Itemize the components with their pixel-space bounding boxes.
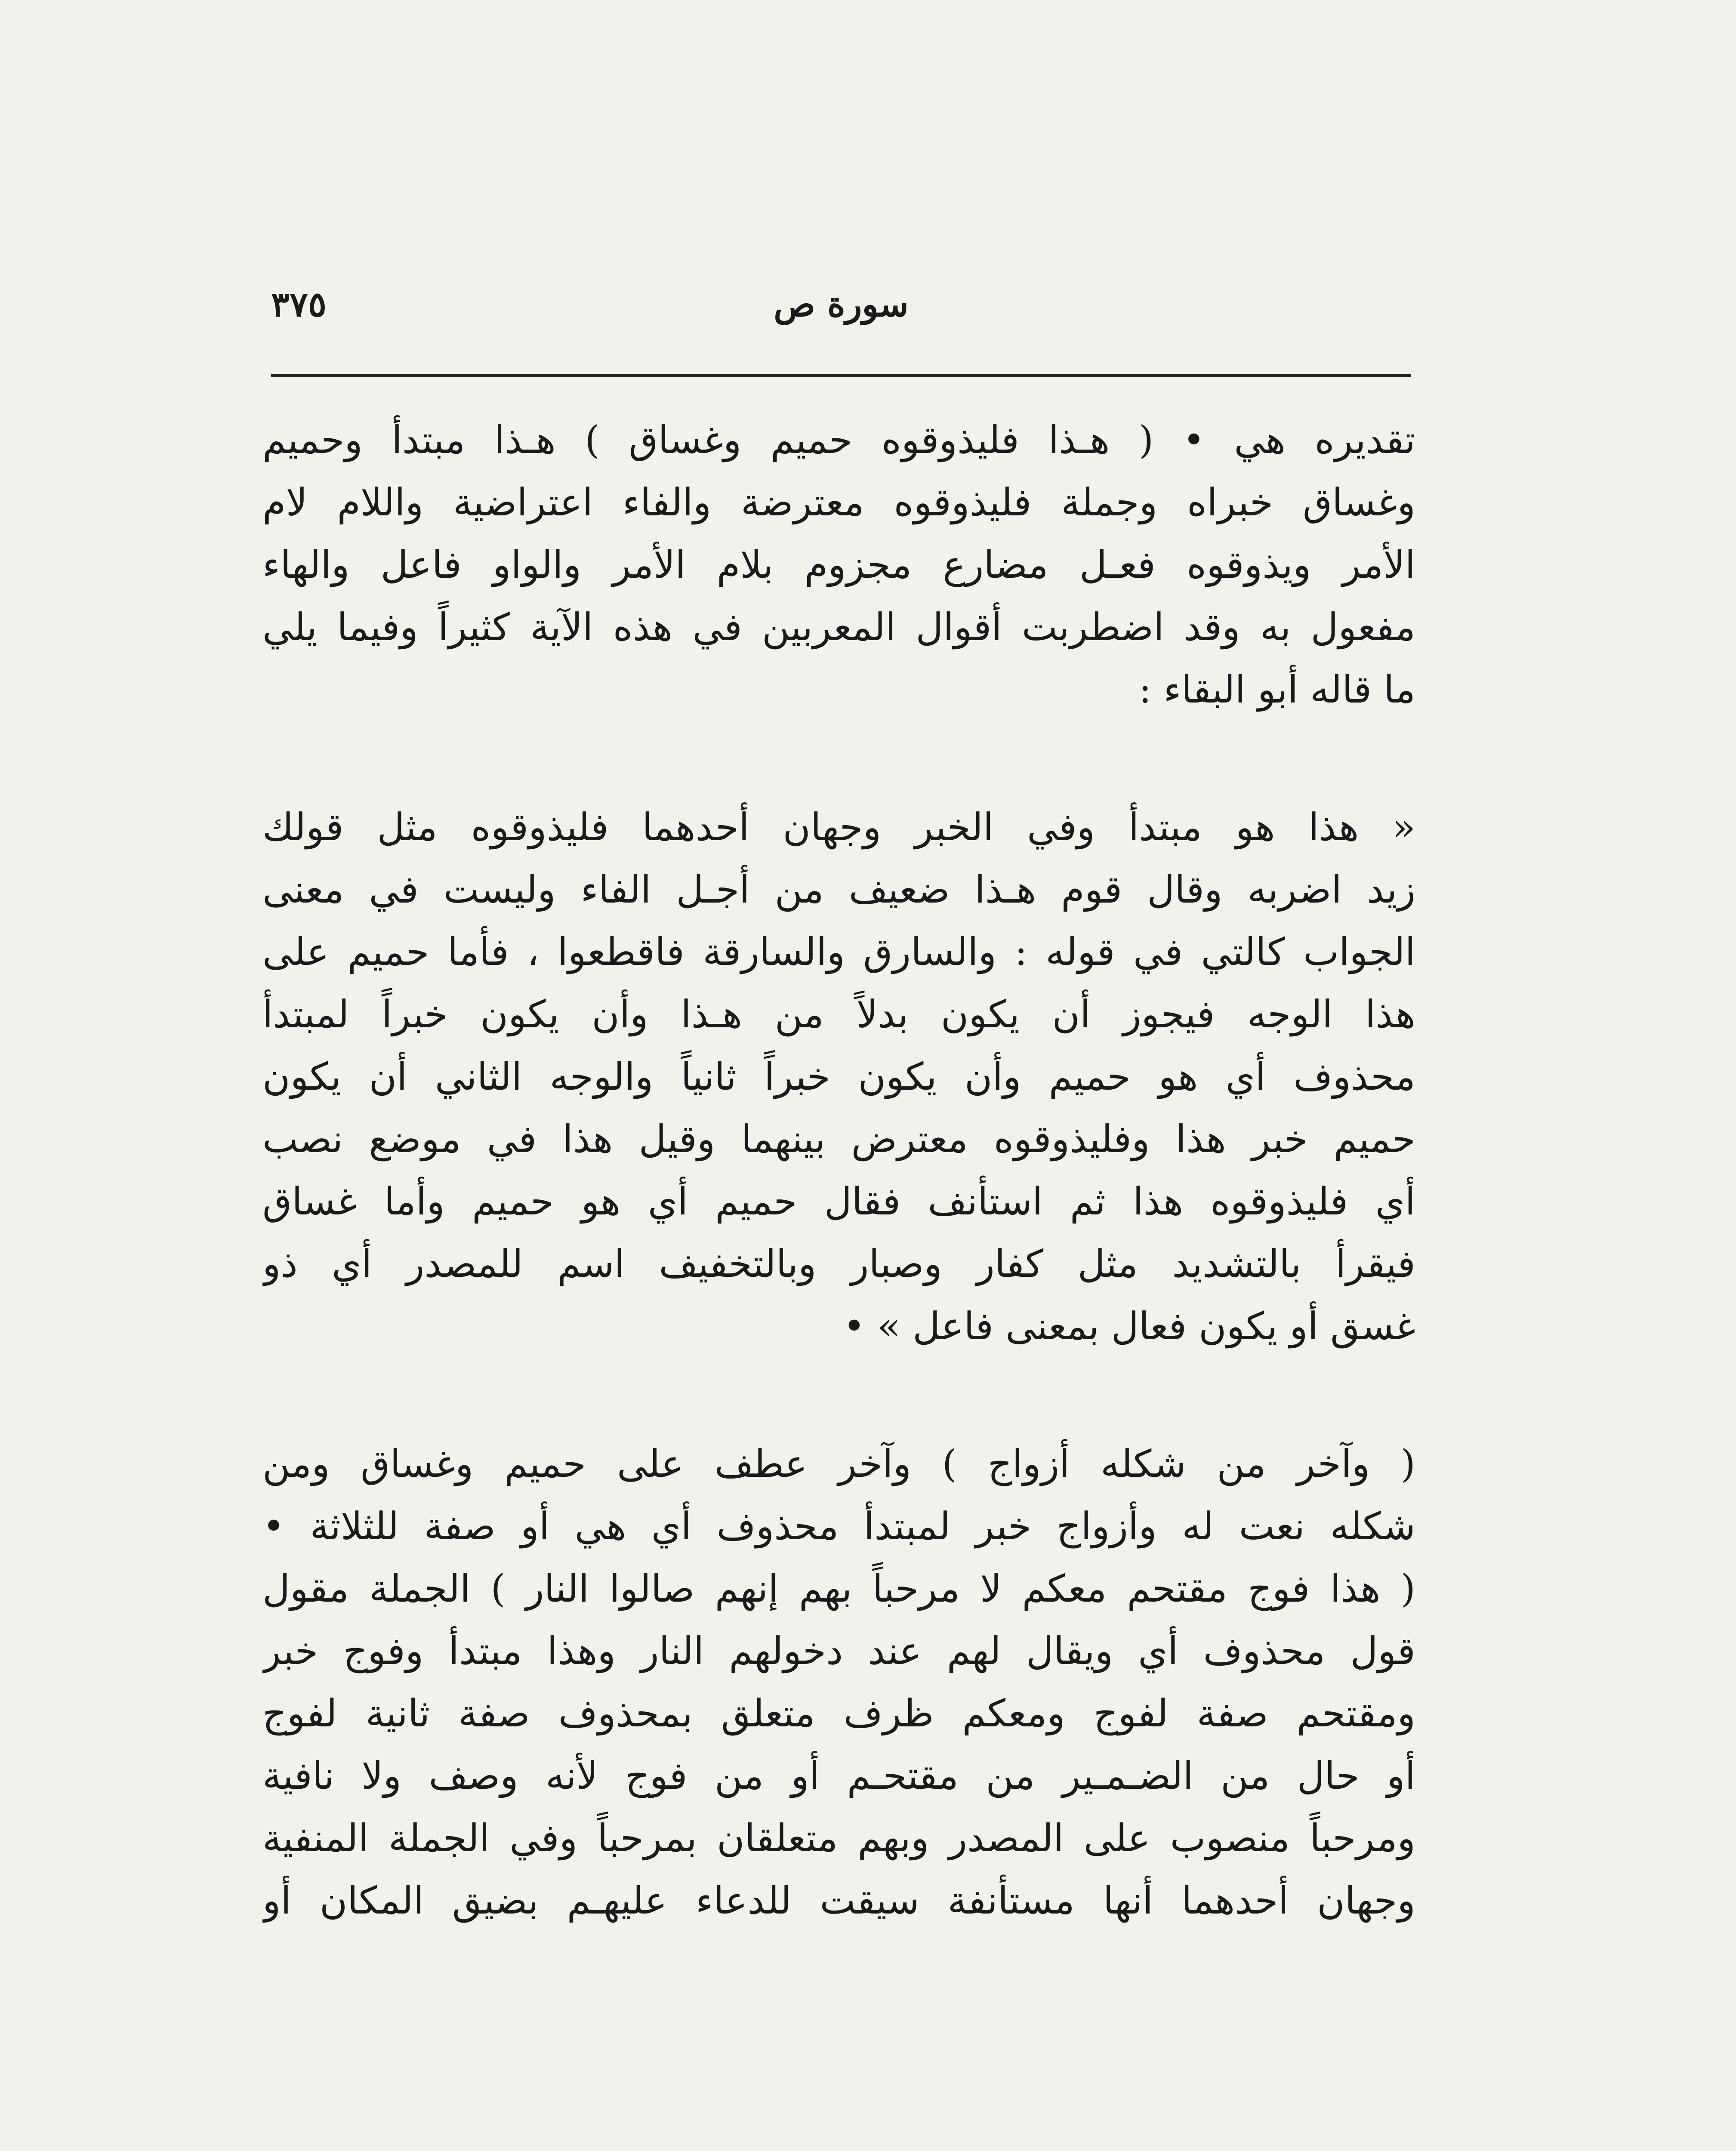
page-body [262, 409, 1415, 2007]
text-line: غسق أو يكون فعال بمعنى فاعل » • [843, 1304, 1415, 1348]
page-number: ٣٧٥ [271, 284, 327, 324]
header-rule [271, 374, 1411, 377]
paragraph [262, 796, 1415, 1357]
page-header [271, 284, 1411, 344]
text-line: وجهان أحدهما أنها مستأنفة سيقت للدعاء عليهـم بضيق المكان أو [262, 1878, 1415, 1923]
surah-title: سورة ص [774, 284, 909, 324]
text-line: مفعول به وقد اضطربت أقوال المعربين في هذه الآية كثيراً وفيما يلي [262, 605, 1415, 649]
text-line: أي فليذوقوه هذا ثم استأنف فقال حميم أي هو حميم وأما غساق [262, 1179, 1415, 1223]
text-line: ما قاله أبو البقاء : [1138, 667, 1415, 712]
text-line: حميم خبر هذا وفليذوقوه معترض بينهما وقيل هذا في موضع نصب [262, 1117, 1415, 1161]
text-line: وغساق خبراه وجملة فليذوقوه معترضة والفاء اعتراضية واللام لام [262, 480, 1415, 524]
text-line: « هذا هو مبتدأ وفي الخبر وجهان أحدهما فليذوقوه مثل قولك [262, 805, 1415, 849]
text-line: قول محذوف أي ويقال لهم عند دخولهم النار وهذا مبتدأ وفوج خبر [262, 1629, 1415, 1673]
text-line: ( هذا فوج مقتحم معكم لا مرحباً بهم إنهم صالوا النار ) الجملة مقول [262, 1566, 1415, 1611]
paragraph [262, 409, 1415, 721]
text-line: ومقتحم صفة لفوج ومعكم ظرف متعلق بمحذوف صفة ثانية لفوج [262, 1691, 1415, 1735]
text-line: ومرحباً منصوب على المصدر وبهم متعلقان بمرحباً وفي الجملة المنفية [262, 1816, 1415, 1860]
text-line: الأمر ويذوقوه فعـل مضارع مجزوم بلام الأمر والواو فاعل والهاء [262, 542, 1415, 587]
text-line: فيقرأ بالتشديد مثل كفار وصبار وبالتخفيف اسم للمصدر أي ذو [262, 1242, 1415, 1286]
text-line: زيد اضربه وقال قوم هـذا ضعيف من أجـل الفاء وليست في معنى [262, 867, 1415, 912]
text-line: محذوف أي هو حميم وأن يكون خبراً ثانياً والوجه الثاني أن يكون [262, 1054, 1415, 1099]
text-line: تقديره هي • ( هـذا فليذوقوه حميم وغساق ) هـذا مبتدأ وحميم [262, 418, 1415, 462]
text-line: هذا الوجه فيجوز أن يكون بدلاً من هـذا وأن يكون خبراً لمبتدأ [262, 992, 1415, 1036]
text-line: أو حال من الضـمـير من مقتحـم أو من فوج لأنه وصف ولا نافية [262, 1753, 1415, 1798]
paragraph [262, 1433, 1415, 1932]
text-line: ( وآخر من شكله أزواج ) وآخر عطف على حميم وغساق ومن [262, 1442, 1415, 1486]
text-line: شكله نعت له وأزواج خبر لمبتدأ محذوف أي هي أو صفة للثلاثة • [262, 1504, 1415, 1548]
text-line: الجواب كالتي في قوله : والسارق والسارقة فاقطعوا ، فأما حميم على [262, 930, 1415, 974]
